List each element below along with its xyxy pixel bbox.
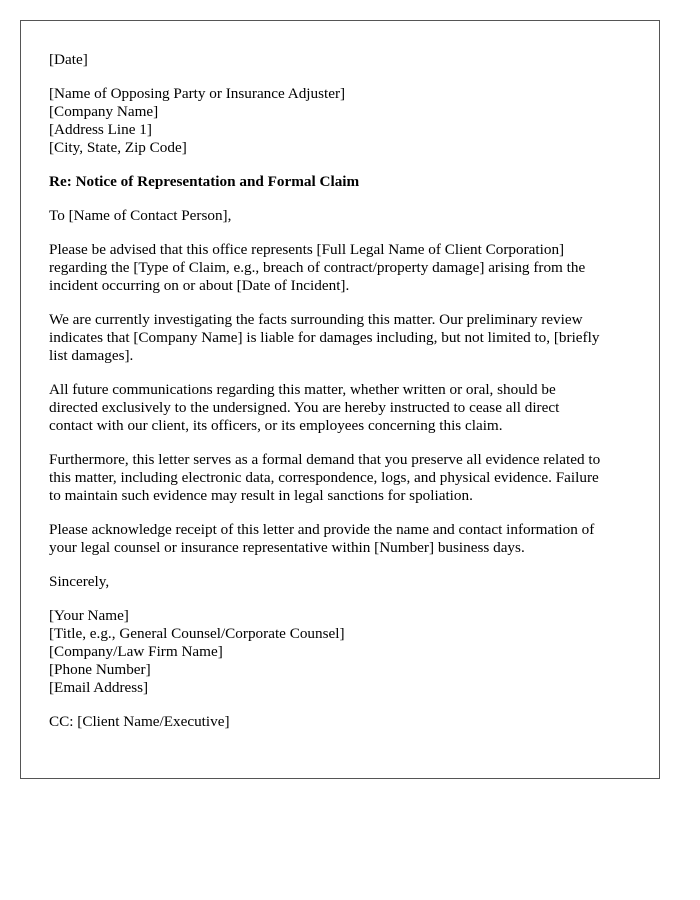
paragraph-line: incident occurring on or about [Date of Incident]. (49, 277, 350, 294)
signature-firm: [Company/Law Firm Name] (49, 643, 223, 660)
subject-line (49, 173, 631, 191)
paragraph-acknowledgement (49, 521, 631, 557)
cc-text: CC: [Client Name/Executive] (49, 713, 230, 730)
signature-block (49, 607, 631, 697)
signature-title: [Title, e.g., General Counsel/Corporate Counsel] (49, 625, 345, 642)
paragraph-line: regarding the [Type of Claim, e.g., breach of contract/property damage] arising from the (49, 259, 586, 276)
paragraph-line: Please acknowledge receipt of this letter and provide the name and contact information of (49, 521, 595, 538)
cc-line (49, 713, 631, 731)
signature-phone: [Phone Number] (49, 661, 151, 678)
paragraph-line: your legal counsel or insurance representative within [Number] business days. (49, 539, 525, 556)
paragraph-line: directed exclusively to the undersigned. You are hereby instructed to cease all direct (49, 399, 560, 416)
signature-email: [Email Address] (49, 679, 149, 696)
recipient-address-line-1: [Address Line 1] (49, 121, 152, 138)
signature-name: [Your Name] (49, 607, 129, 624)
paragraph-preservation-demand (49, 451, 631, 505)
recipient-city-state-zip: [City, State, Zip Code] (49, 139, 187, 156)
recipient-company: [Company Name] (49, 103, 159, 120)
paragraph-communications (49, 381, 631, 435)
letter-page (20, 20, 660, 779)
paragraph-line: indicates that [Company Name] is liable for damages including, but not limited to, [briefly (49, 329, 600, 346)
paragraph-line: All future communications regarding this matter, whether written or oral, should be (49, 381, 556, 398)
paragraph-line: contact with our client, its officers, or its employees concerning this claim. (49, 417, 503, 434)
closing (49, 573, 631, 591)
recipient-name: [Name of Opposing Party or Insurance Adjuster] (49, 85, 346, 102)
paragraph-line: We are currently investigating the facts surrounding this matter. Our preliminary review (49, 311, 583, 328)
paragraph-line: to maintain such evidence may result in legal sanctions for spoliation. (49, 487, 473, 504)
date-block (49, 51, 631, 69)
letter-date: [Date] (49, 51, 88, 68)
closing-text: Sincerely, (49, 573, 110, 590)
recipient-address-block (49, 85, 631, 157)
paragraph-line: Please be advised that this office represents [Full Legal Name of Client Corporation] (49, 241, 565, 258)
paragraph-investigation (49, 311, 631, 365)
paragraph-line: list damages]. (49, 347, 134, 364)
salutation (49, 207, 631, 225)
subject-text: Re: Notice of Representation and Formal Claim (49, 173, 360, 190)
paragraph-line: this matter, including electronic data, correspondence, logs, and physical evidence. Failure (49, 469, 599, 486)
salutation-text: To [Name of Contact Person], (49, 207, 232, 224)
paragraph-line: Furthermore, this letter serves as a formal demand that you preserve all evidence related to (49, 451, 601, 468)
paragraph-representation (49, 241, 631, 295)
